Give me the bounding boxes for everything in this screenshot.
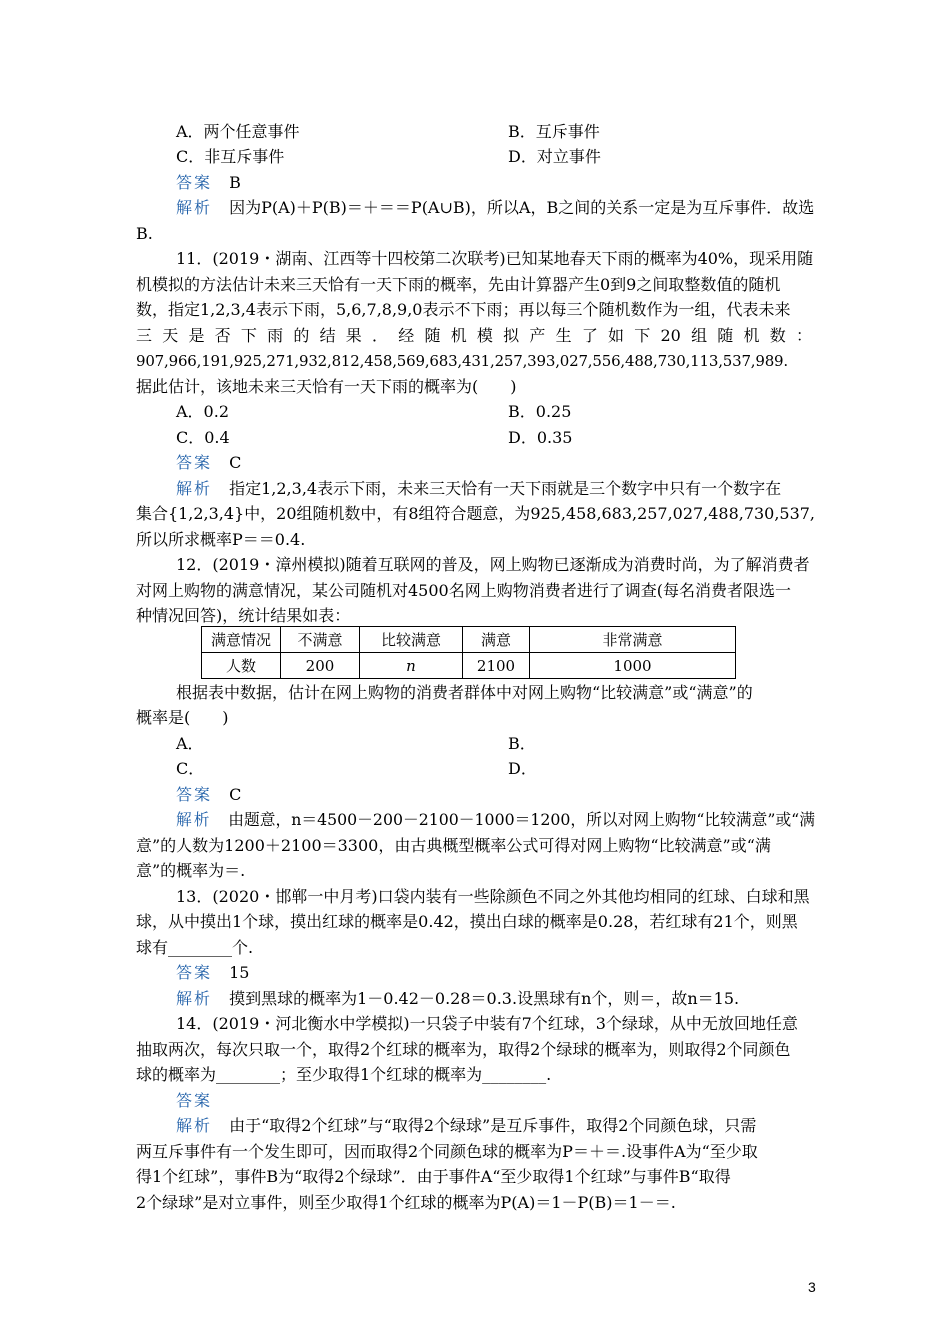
analysis-text: 指定1,2,3,4表示下雨，未来三天恰有一天下雨就是三个数字中只有一个数字在 xyxy=(229,479,782,498)
q14-stem-line-2: 抽取两次，每次只取一个，取得2个红球的概率为，取得2个绿球的概率为，则取得2个同颜色 xyxy=(136,1040,791,1059)
q14-analysis-line-3: 得1个红球”，事件B为“取得2个绿球”．由于事件A“至少取得1个红球”与事件B“取得 xyxy=(136,1167,731,1186)
q12-stats-table xyxy=(201,626,736,679)
q12-stem-line-4: 根据表中数据，估计在网上购物的消费者群体中对网上购物“比较满意”或“满意”的 xyxy=(176,683,753,702)
q13-stem-line-1: 13．(2020・邯郸一中月考)口袋内装有一些除颜色不同之外其他均相同的红球、白球和黑 xyxy=(176,887,810,906)
q13-answer xyxy=(176,962,249,984)
analysis-text: 由于“取得2个红球”与“取得2个绿球”是互斥事件，取得2个同颜色球，只需 xyxy=(229,1116,757,1135)
analysis-text: 摸到黑球的概率为1－0.42－0.28＝0.3.设黑球有n个，则＝，故n＝15. xyxy=(229,989,740,1008)
answer-label: 答案 xyxy=(176,963,213,982)
q11-analysis-line-2: 集合{1,2,3,4}中，20组随机数中，有8组符合题意，为925,458,683,257,027,488,730,537, xyxy=(136,504,816,523)
q11-stem-line-2: 机模拟的方法估计未来三天恰有一天下雨的概率，先由计算器产生0到9之间取整数值的随机 xyxy=(136,275,781,294)
q14-stem-line-3: 球的概率为________；至少取得1个红球的概率为________. xyxy=(136,1065,552,1084)
table-cell: 2100 xyxy=(463,653,530,679)
q13-analysis-line-1 xyxy=(176,988,739,1010)
q14-analysis-line-4: 2个绿球”是对立事件，则至少取得1个红球的概率为P(A)＝1－P(B)＝1－＝. xyxy=(136,1193,676,1212)
q11-answer xyxy=(176,452,241,474)
analysis-text: 因为P(A)＋P(B)＝＋＝＝P(A∪B)，所以A，B之间的关系一定是为互斥事件．故选 xyxy=(229,198,815,217)
answer-label: 答案 xyxy=(176,453,213,472)
answer-label: 答案 xyxy=(176,173,213,192)
table-cell: 1000 xyxy=(530,653,736,679)
analysis-label: 解析 xyxy=(176,198,213,217)
table-header-row xyxy=(202,627,736,653)
q11-random-numbers: 907,966,191,925,271,932,812,458,569,683,431,257,393,027,556,488,730,113,537,989. xyxy=(136,352,788,370)
q12-analysis-line-3: 意”的概率为＝. xyxy=(136,861,246,880)
q12-stem-line-5: 概率是( ) xyxy=(136,708,229,727)
q12-option-c: C． xyxy=(176,759,205,778)
q14-analysis-line-2: 两互斥事件有一个发生即可，因而取得2个同颜色球的概率为P＝＋＝.设事件A为“至少取 xyxy=(136,1142,758,1161)
q12-analysis-line-2: 意”的人数为1200＋2100＝3300，由古典概型概率公式可得对网上购物“比较满意”或“满 xyxy=(136,836,771,855)
table-header-cell: 不满意 xyxy=(281,627,360,653)
q14-stem-line-1: 14．(2019・河北衡水中学模拟)一只袋子中装有7个红球，3个绿球，从中无放回地任意 xyxy=(176,1014,798,1033)
table-row xyxy=(202,653,736,679)
q11-analysis-line-1 xyxy=(176,478,781,500)
answer-value: B xyxy=(229,173,241,192)
q11-option-b: B．0.25 xyxy=(508,402,572,421)
q12-analysis-line-1 xyxy=(176,809,815,831)
q12-answer xyxy=(176,784,241,806)
q11-option-c: C．0.4 xyxy=(176,428,230,447)
q11-stem-line-6: 据此估计，该地未来三天恰有一天下雨的概率为( ) xyxy=(136,377,517,396)
page-number: 3 xyxy=(808,1279,816,1295)
q11-stem-line-1: 11．(2019・湖南、江西等十四校第二次联考)已知某地春天下雨的概率为40%，现采用随 xyxy=(176,249,814,268)
q12-stem-line-1: 12．(2019・漳州模拟)随着互联网的普及，网上购物已逐渐成为消费时尚，为了解消费者 xyxy=(176,555,810,574)
table-cell: n xyxy=(360,653,463,679)
q11-stem-line-3: 数，指定1,2,3,4表示下雨，5,6,7,8,9,0表示不下雨；再以每三个随机数作为一组，代表未来 xyxy=(136,300,791,319)
q14-answer xyxy=(176,1090,212,1112)
q13-stem-line-2: 球，从中摸出1个球，摸出红球的概率是0.42，摸出白球的概率是0.28，若红球有21个，则黑 xyxy=(136,912,798,931)
analysis-label: 解析 xyxy=(176,1116,213,1135)
analysis-text: 由题意，n＝4500－200－2100－1000＝1200，所以对网上购物“比较满意”或“满 xyxy=(228,810,815,829)
q11-stem-line-4: 三天是否下雨的结果．经随机模拟产生了如下20组随机数： xyxy=(136,326,812,345)
q12-option-d: D． xyxy=(508,759,537,778)
q12-option-b: B． xyxy=(508,734,536,753)
q11-analysis-line-3: 所以所求概率P＝＝0.4. xyxy=(136,530,306,549)
q13-stem-line-3: 球有________个. xyxy=(136,938,254,957)
table-header-cell: 满意 xyxy=(463,627,530,653)
q10-answer xyxy=(176,172,241,194)
table-cell: 200 xyxy=(281,653,360,679)
analysis-label: 解析 xyxy=(176,989,213,1008)
table-header-cell: 非常满意 xyxy=(530,627,736,653)
q12-stem-line-3: 种情况回答)，统计结果如表： xyxy=(136,606,351,625)
q12-stem-line-2: 对网上购物的满意情况，某公司随机对4500名网上购物消费者进行了调查(每名消费者限选一 xyxy=(136,581,791,600)
answer-value: 15 xyxy=(229,963,250,982)
q10-analysis-line-1 xyxy=(176,197,814,219)
analysis-label: 解析 xyxy=(176,479,213,498)
q14-analysis-line-1 xyxy=(176,1115,756,1137)
table-cell: 人数 xyxy=(202,653,281,679)
answer-value: C xyxy=(229,785,242,804)
q10-option-d: D．对立事件 xyxy=(508,147,601,166)
table-header-cell: 比较满意 xyxy=(360,627,463,653)
analysis-label: 解析 xyxy=(176,810,212,829)
q10-option-b: B．互斥事件 xyxy=(508,122,600,141)
table-header-cell: 满意情况 xyxy=(202,627,281,653)
answer-label: 答案 xyxy=(176,785,213,804)
q11-option-d: D．0.35 xyxy=(508,428,573,447)
q12-option-a: A． xyxy=(176,734,204,753)
q10-option-a: A．两个任意事件 xyxy=(176,122,300,141)
answer-label: 答案 xyxy=(176,1091,213,1110)
answer-value: C xyxy=(229,453,242,472)
q10-analysis-line-2: B. xyxy=(136,224,153,243)
q10-option-c: C．非互斥事件 xyxy=(176,147,285,166)
q11-option-a: A．0.2 xyxy=(176,402,230,421)
